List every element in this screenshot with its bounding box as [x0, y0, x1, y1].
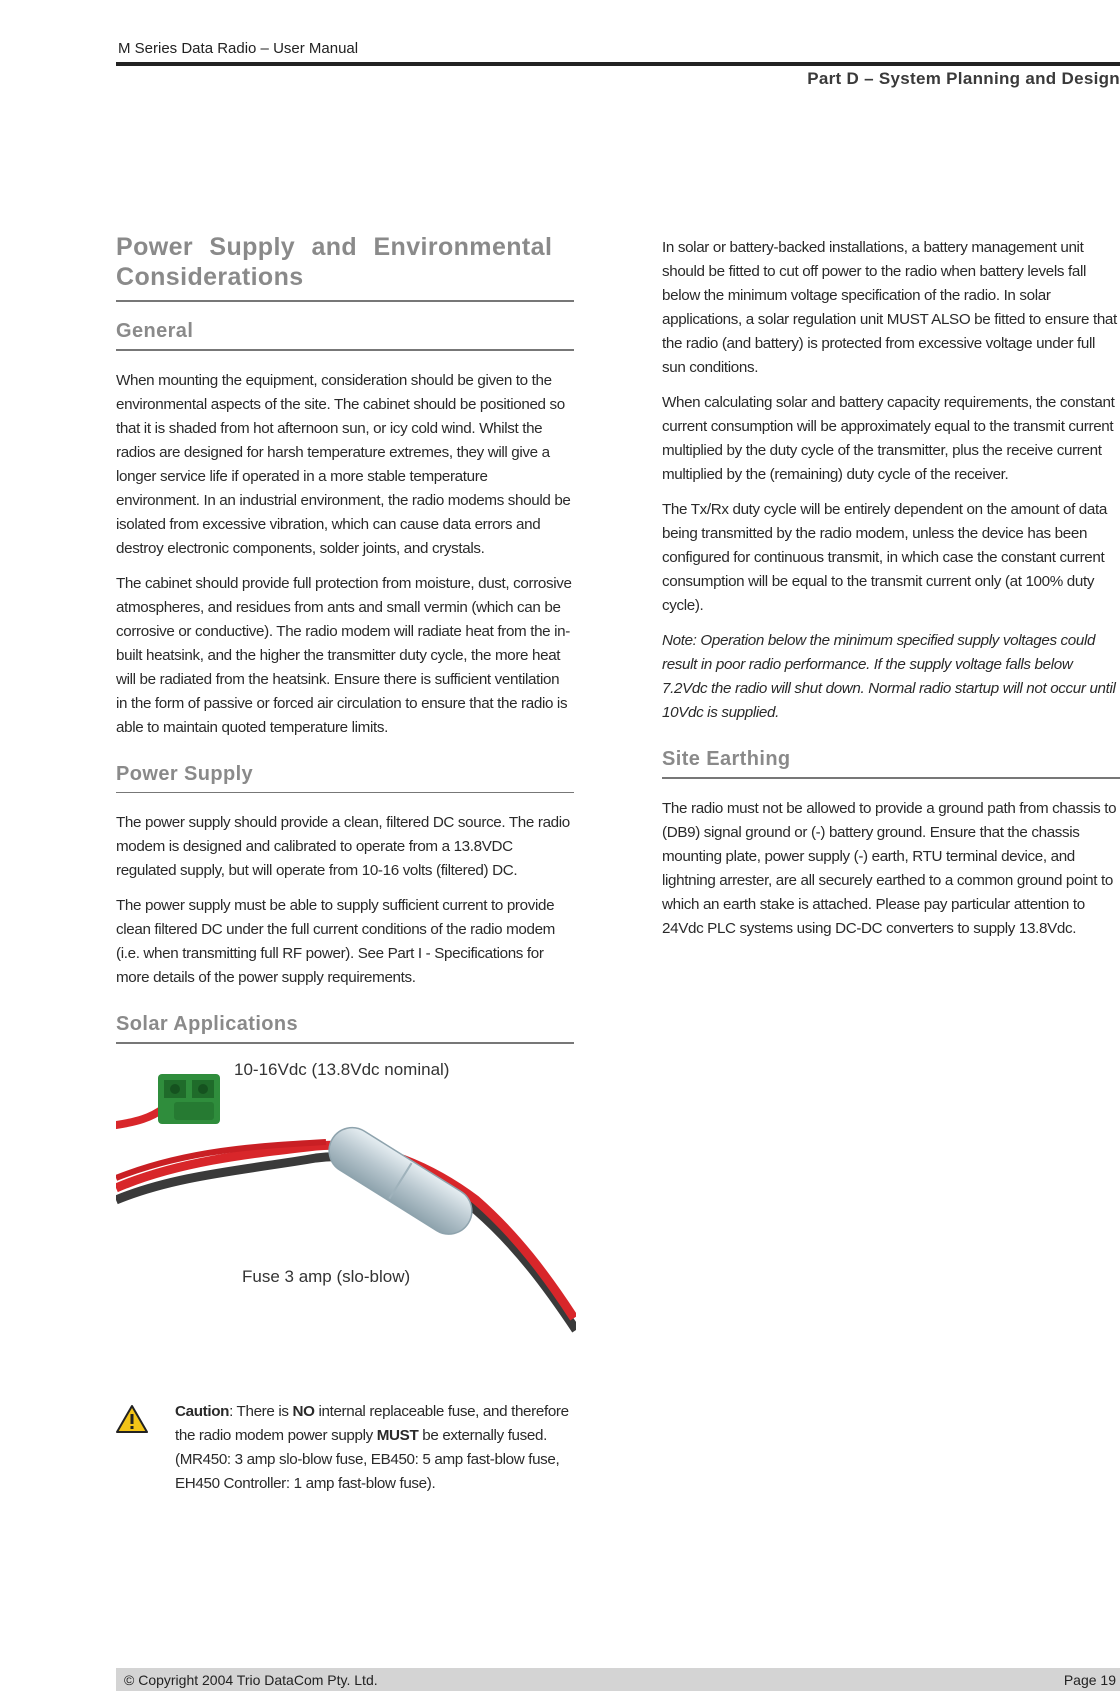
- right-column: [662, 236, 1120, 952]
- section-rule: [662, 777, 1120, 779]
- section-heading-power-supply: Power Supply: [116, 762, 254, 785]
- caution-word: Caution: [175, 1403, 230, 1420]
- caution-text-part: : There is: [229, 1403, 293, 1420]
- paragraph: The cabinet should provide full protection from moisture, dust, corrosive atmospheres, and residues from ants and small vermin (which can be corrosive or conductive). The radio modem will radiate heat from the in-built heatsink, and the higher the transmitter duty cycle, the more heat will be radiated from the heatsink. Ensure there is sufficient ventilation in the form of passive or forced air circulation to ensure that the radio is able to maintain quoted temperature limits.: [116, 574, 572, 736]
- section-rule: [116, 792, 574, 794]
- terminal-connector: [158, 1074, 220, 1124]
- caution-text: [175, 1400, 575, 1496]
- page-number: Page 19: [1063, 1672, 1116, 1688]
- paragraph: In solar or battery-backed installations, a battery management unit should be fitted to cut off power to the radio when battery levels fall below the minimum voltage specification of the radio. In solar applications, a solar regulation unit MUST ALSO be fitted to ensure that the radio (and battery) is protected from excessive voltage under full sun conditions.: [662, 239, 1117, 376]
- paragraph: The Tx/Rx duty cycle will be entirely dependent on the amount of data being transmitted by the radio modem, unless the device has been configured for continuous transmit, in which case the constant current consumption will be equal to the transmit current only (at 100% duty cycle).: [662, 501, 1107, 614]
- voltage-label: 10-16Vdc (13.8Vdc nominal): [234, 1060, 450, 1079]
- section-heading-solar-applications: Solar Applications: [116, 1013, 299, 1035]
- running-title: M Series Data Radio – User Manual: [118, 40, 359, 57]
- section-heading-general: General: [116, 320, 194, 342]
- paragraph: When calculating solar and battery capacity requirements, the constant current consumption will be approximately equal to the transmit current multiplied by the duty cycle of the transmitter, plus the receive current multiplied by the (remaining) duty cycle of the receiver.: [662, 394, 1115, 483]
- note-paragraph: Note: Operation below the minimum specified supply voltages could result in poor radio performance. If the supply voltage falls below 7.2Vdc the radio will shut down. Normal radio startup will not occur until 10Vdc is supplied.: [662, 632, 1116, 721]
- header-rule: [116, 62, 1120, 66]
- part-title: Part D – System Planning and Design: [807, 69, 1120, 88]
- fuse-label: Fuse 3 amp (slo-blow): [242, 1267, 411, 1286]
- paragraph: The power supply should provide a clean, filtered DC source. The radio modem is designed and calibrated to operate from a 13.8VDC regulated supply, but will operate from 10-16 volts (filtered) DC.: [116, 814, 570, 879]
- caution-text-part: internal replaceable fuse, and therefore the radio modem power supply: [175, 1403, 569, 1444]
- caution-text-part: be externally fused. (MR450: 3 amp slo-blow fuse, EB450: 5 amp fast-blow fuse, EH450 Controller: 1 amp fast-blow fuse).: [175, 1427, 560, 1492]
- section-heading-site-earthing: Site Earthing: [662, 748, 791, 770]
- paragraph: When mounting the equipment, consideration should be given to the environmental aspects of the site. The cabinet should be positioned so that it is shaded from hot afternoon sun, or icy cold wind. Whilst the radios are designed for harsh temperature extremes, they will give a longer service life if operated in a more stable temperature environment. In an industrial environment, the radio modems should be isolated from excessive vibration, which can cause data errors and destroy electronic components, solder joints, and crystals.: [116, 371, 571, 557]
- page-title: Power Supply and Environmental Considerations: [116, 233, 553, 291]
- section-rule: [116, 1042, 574, 1044]
- paragraph: The radio must not be allowed to provide a ground path from chassis to (DB9) signal ground or (-) battery ground. Ensure that the chassis mounting plate, power supply (-) earth, RTU terminal device, and lightning arrester, are all securely earthed to a common ground point to which an earth stake is attached. Please pay particular attention to 24Vdc PLC systems using DC-DC converters to supply 13.8Vdc.: [662, 799, 1117, 937]
- section-rule: [116, 349, 574, 351]
- caution-emphasis-no: NO: [292, 1403, 315, 1420]
- paragraph: The power supply must be able to supply sufficient current to provide clean filtered DC under the full current conditions of the radio modem (i.e. when transmitting full RF power). See Part I - Specifications for more details of the power supply requirements.: [116, 897, 555, 986]
- fuse-cable-figure: [116, 1050, 576, 1350]
- footer-copyright: © Copyright 2004 Trio DataCom Pty. Ltd.: [124, 1672, 378, 1688]
- left-column: [116, 232, 574, 1062]
- caution-icon: [116, 1404, 148, 1434]
- caution-emphasis-must: MUST: [376, 1427, 419, 1444]
